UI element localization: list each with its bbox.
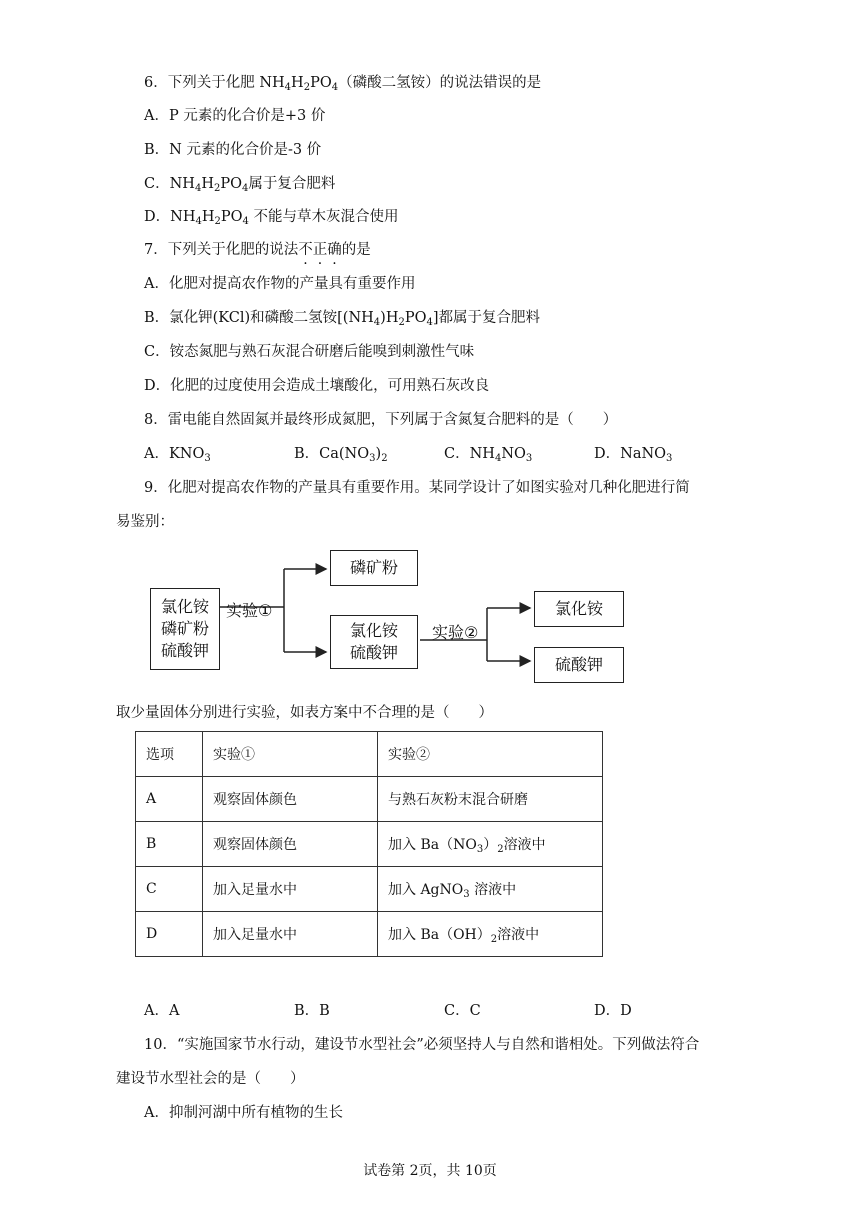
mix2-item: 氯化铵: [349, 621, 398, 640]
table-row: [136, 912, 603, 957]
q9-answer-d: D．D: [594, 1003, 632, 1019]
table-cell: 观察固体颜色: [203, 822, 378, 867]
q6-option-b: B．N 元素的化合价是-3 价: [144, 142, 322, 158]
q6-option-c: C．$NH_4H_2PO_4$属于复合肥料: [144, 176, 336, 194]
q6-option-d: D．$NH_4H_2PO_4$ 不能与草木灰混合使用: [144, 209, 399, 227]
mix1-item: 硫酸钾: [160, 641, 209, 660]
q9-answer-a: A．A: [144, 1003, 180, 1019]
table-cell: B: [136, 822, 203, 867]
q8-option-b: B．$Ca(NO_3)_2$: [294, 446, 388, 464]
mix2-item: 硫酸钾: [349, 643, 398, 662]
emphasis-not-correct: [298, 242, 342, 258]
table-header-cell: 实验②: [378, 732, 603, 777]
q8-option-d: D．NaNO$_3$: [594, 446, 673, 464]
q8-option-c: C．$NH_4NO_3$: [444, 446, 533, 464]
table-cell: 加入足量水中: [203, 867, 378, 912]
table-row: [136, 777, 603, 822]
emphasis-char: 不: [298, 242, 313, 258]
table-cell: C: [136, 867, 203, 912]
q10-stem-line1: 10．“实施国家节水行动，建设节水型社会”必须坚持人与自然和谐相处。下列做法符合: [144, 1037, 700, 1053]
experiment-2-label: 实验②: [432, 623, 479, 642]
table-cell: 观察固体颜色: [203, 777, 378, 822]
q7-option-b: B．氯化钾(KCl)和磷酸二氢铵$[(NH_4)H_2PO_4]$都属于复合肥料: [144, 310, 541, 328]
result-box-potassium-sulfate: 硫酸钾: [534, 647, 624, 683]
q10-stem-line2: 建设节水型社会的是（ ）: [116, 1071, 305, 1087]
q9-table-intro: 取少量固体分别进行实验，如表方案中不合理的是（ ）: [116, 705, 493, 721]
emphasis-char: 确: [327, 242, 342, 258]
q7-option-d: D．化肥的过度使用会造成土壤酸化，可用熟石灰改良: [144, 378, 490, 394]
table-cell: 加入 $Ba(NO_3)_2$溶液中: [378, 822, 603, 867]
q6-stem: 6．下列关于化肥 $NH_4H_2PO_4$（磷酸二氢铵）的说法错误的是: [144, 75, 542, 93]
table-cell: D: [136, 912, 203, 957]
mixture-box-1: [150, 588, 220, 670]
table-header-cell: 实验①: [203, 732, 378, 777]
table-cell: 与熟石灰粉末混合研磨: [378, 777, 603, 822]
result-box-phosphate: 磷矿粉: [330, 550, 418, 586]
q8-option-a: A．$KNO_3$: [144, 446, 211, 464]
q6-option-a: A．P 元素的化合价是+3 价: [144, 108, 326, 124]
mix1-item: 氯化铵: [160, 597, 209, 616]
emphasis-char: 正: [312, 242, 328, 258]
table-cell: 加入 AgNO$_3$ 溶液中: [378, 867, 603, 912]
table-cell: 加入 $Ba(OH)_2$溶液中: [378, 912, 603, 957]
mix1-item: 磷矿粉: [160, 619, 209, 638]
q9-answer-b: B．B: [294, 1003, 330, 1019]
q9-options-table: [135, 731, 603, 957]
table-cell: A: [136, 777, 203, 822]
table-header-cell: 选项: [136, 732, 203, 777]
q9-answer-c: C．C: [444, 1003, 481, 1019]
q10-option-a: A．抑制河湖中所有植物的生长: [144, 1105, 343, 1121]
page-footer: 试卷第 2页，共 10页: [363, 1163, 497, 1179]
mixture-box-2: [330, 615, 418, 669]
table-cell: 加入足量水中: [203, 912, 378, 957]
q7-stem: 7．下列关于化肥的说法不正确的是: [144, 242, 371, 258]
q9-stem-line1: 9．化肥对提高农作物的产量具有重要作用。某同学设计了如图实验对几种化肥进行简: [144, 480, 690, 496]
q9-flow-diagram: [144, 544, 704, 694]
table-header-row: [136, 732, 603, 777]
q8-stem: 8．雷电能自然固氮并最终形成氮肥，下列属于含氮复合肥料的是（ ）: [144, 412, 618, 428]
q7-option-c: C．铵态氮肥与熟石灰混合研磨后能嗅到刺激性气味: [144, 344, 475, 360]
q7-option-a: A．化肥对提高农作物的产量具有重要作用: [144, 276, 416, 292]
result-box-ammonium-chloride: 氯化铵: [534, 591, 624, 627]
table-row: [136, 822, 603, 867]
table-row: [136, 867, 603, 912]
q9-stem-line2: 易鉴别：: [116, 514, 174, 530]
experiment-1-label: 实验①: [226, 601, 273, 620]
